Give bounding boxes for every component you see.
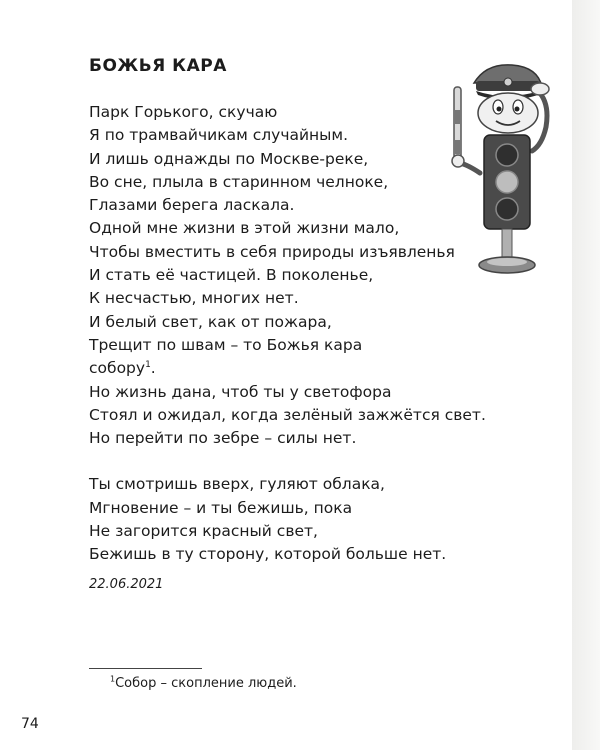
poem-line: И белый свет, как от пожара,: [89, 312, 332, 331]
poem-body: [89, 101, 489, 567]
poem-line: Но перейти по зебре – силы нет.: [89, 429, 357, 448]
poem-line: Но жизнь дана, чтоб ты у светофора: [89, 382, 392, 401]
page-edge: [572, 0, 600, 750]
poem-line: Глазами берега ласкала.: [89, 196, 295, 215]
poem-line: К несчастью, многих нет.: [89, 289, 299, 308]
poem-line: И стать её частицей. В поколенье,: [89, 266, 374, 285]
poem-line: Ты смотришь вверх, гуляют облака,: [89, 475, 385, 494]
poem-line: И лишь однажды по Москве-реке,: [89, 149, 369, 168]
footnote-text: Собор – скопление людей.: [115, 676, 297, 691]
poem-title: БОЖЬЯ КАРА: [89, 56, 227, 76]
poem-line: Я по трамвайчикам случайным.: [89, 126, 349, 145]
sobor-period: .: [150, 359, 156, 378]
poem-line: Чтобы вместить в себя природы изъявленья: [89, 242, 455, 261]
page-number: 74: [21, 716, 39, 732]
poem-line: Трещит по швам – то Божья кара: [89, 335, 363, 354]
poem-line: [89, 357, 489, 380]
traffic-light-mascot-icon: [446, 55, 556, 280]
poem-line: Мгновение – и ты бежишь, пока: [89, 498, 353, 517]
poem-line: Парк Горького, скучаю: [89, 103, 278, 121]
poem-line: Во сне, плыла в старинном челноке,: [89, 172, 389, 191]
footnote-divider: [89, 668, 202, 669]
footnote-ref: 1: [145, 360, 151, 371]
footnote: [110, 676, 297, 691]
poem-line: Стоял и ожидал, когда зелёный зажжётся свет.: [89, 405, 486, 424]
footnote-mark: 1: [110, 674, 116, 684]
poem-line: Бежишь в ту сторону, которой больше нет.: [89, 545, 447, 564]
poem-line: Не загорится красный свет,: [89, 522, 318, 541]
poem-line: Одной мне жизни в этой жизни мало,: [89, 219, 400, 238]
stanza-gap: [89, 450, 489, 473]
poem-date: 22.06.2021: [89, 577, 164, 592]
sobor-word: собору: [89, 359, 146, 378]
